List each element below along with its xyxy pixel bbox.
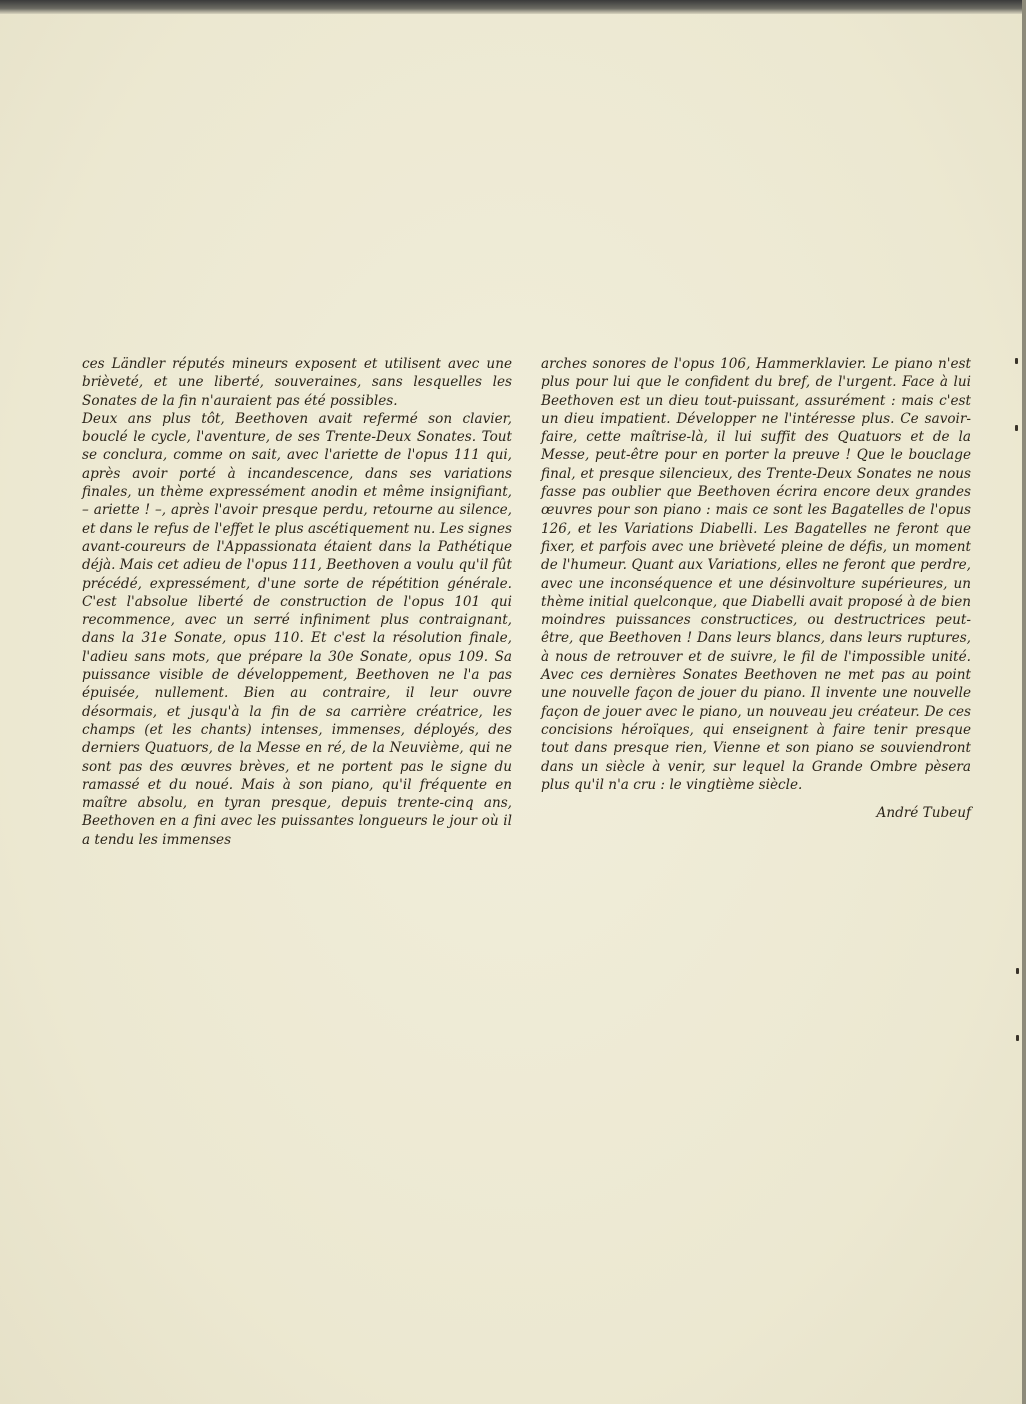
paragraph: ces Ländler réputés mineurs exposent et utilisent avec une brièveté, et une liberté, souveraines, sans lesquelles les Sonates de la fin n'auraient pas été possibles.	[82, 356, 512, 409]
scan-speck	[1016, 968, 1019, 974]
scan-top-edge	[0, 0, 1026, 14]
scan-speck	[1015, 358, 1018, 364]
scan-right-edge	[1022, 0, 1026, 1404]
right-text-column	[541, 355, 971, 822]
scan-speck	[1015, 425, 1018, 431]
left-text-column	[82, 355, 512, 849]
bleed-through-heading	[280, 128, 710, 158]
paragraph: Deux ans plus tôt, Beethoven avait refermé son clavier, bouclé le cycle, l'aventure, de ses Trente-Deux Sonates. Tout se conclura, comme on sait, avec l'ariette de l'opus 111 qui, après avoir porté à incandescence, dans ses variations finales, un thème expressément anodin et même insignifiant, – ariette ! –, après l'avoir presque perdu, retourne au silence, et dans le refus de l'effet le plus ascétiquement nu. Les signes avant-coureurs de l'Appassionata étaient dans la Pathétique déjà. Mais cet adieu de l'opus 111, Beethoven a voulu qu'il fût précédé, expressément, d'une sorte de répétition générale. C'est l'absolue liberté de construction de l'opus 101 qui recommence, avec un serré infiniment plus contraignant, dans la 31e Sonate, opus 110. Et c'est la résolution finale, l'adieu sans mots, que prépare la 30e Sonate, opus 109. Sa puissance visible de développement, Beethoven ne l'a pas épuisée, nullement. Bien au contraire, il leur ouvre désormais, et jusqu'à la fin de sa carrière créatrice, les champs (et les chants) intenses, immenses, déployés, des derniers Quatuors, de la Messe en ré, de la Neuvième, qui ne sont pas des œuvres brèves, et ne portent pas le signe du ramassé et du noué. Mais à son piano, qu'il fréquente en maître absolu, en tyran presque, depuis trente-cinq ans, Beethoven en a fini avec les puissantes longueurs le jour où il a tendu les immenses	[82, 410, 512, 848]
paragraph: arches sonores de l'opus 106, Hammerklavier. Le piano n'est plus pour lui que le confident du bref, de l'urgent. Face à lui Beethoven est un dieu tout-puissant, assurément : mais c'est un dieu impatient. Développer ne l'intéresse plus. Ce savoir-faire, cette maîtrise-là, il lui suffit des Quatuors et de la Messe, peut-être pour en porter la preuve ! Que le bouclage final, et presque silencieux, des Trente-Deux Sonates ne nous fasse pas oublier que Beethoven écrira encore deux grandes œuvres pour son piano : mais ce sont les Bagatelles de l'opus 126, et les Variations Diabelli. Les Bagatelles ne feront que fixer, et parfois avec une brièveté pleine de défis, un moment de l'humeur. Quant aux Variations, elles ne feront que perdre, avec une inconséquence et une désinvolture supérieures, un thème initial quelconque, que Diabelli avait proposé à de bien moindres puissances constructices, ou destructrices peut-être, que Beethoven ! Dans leurs blancs, dans leurs ruptures, à nous de retrouver et de suivre, le fil de l'impossible unité. Avec ces dernières Sonates Beethoven ne met pas au point une nouvelle façon de jouer du piano. Il invente une nouvelle façon de jouer avec le piano, un nouveau jeu créateur. De ces concisions héroïques, qui enseignent à faire tenir presque tout dans presque rien, Vienne et son piano se souviendront dans un siècle à venir, sur lequel la Grande Ombre pèsera plus qu'il n'a cru : le vingtième siècle.	[541, 356, 971, 793]
scan-speck	[1016, 1035, 1019, 1041]
author-signature: André Tubeuf	[876, 805, 971, 822]
